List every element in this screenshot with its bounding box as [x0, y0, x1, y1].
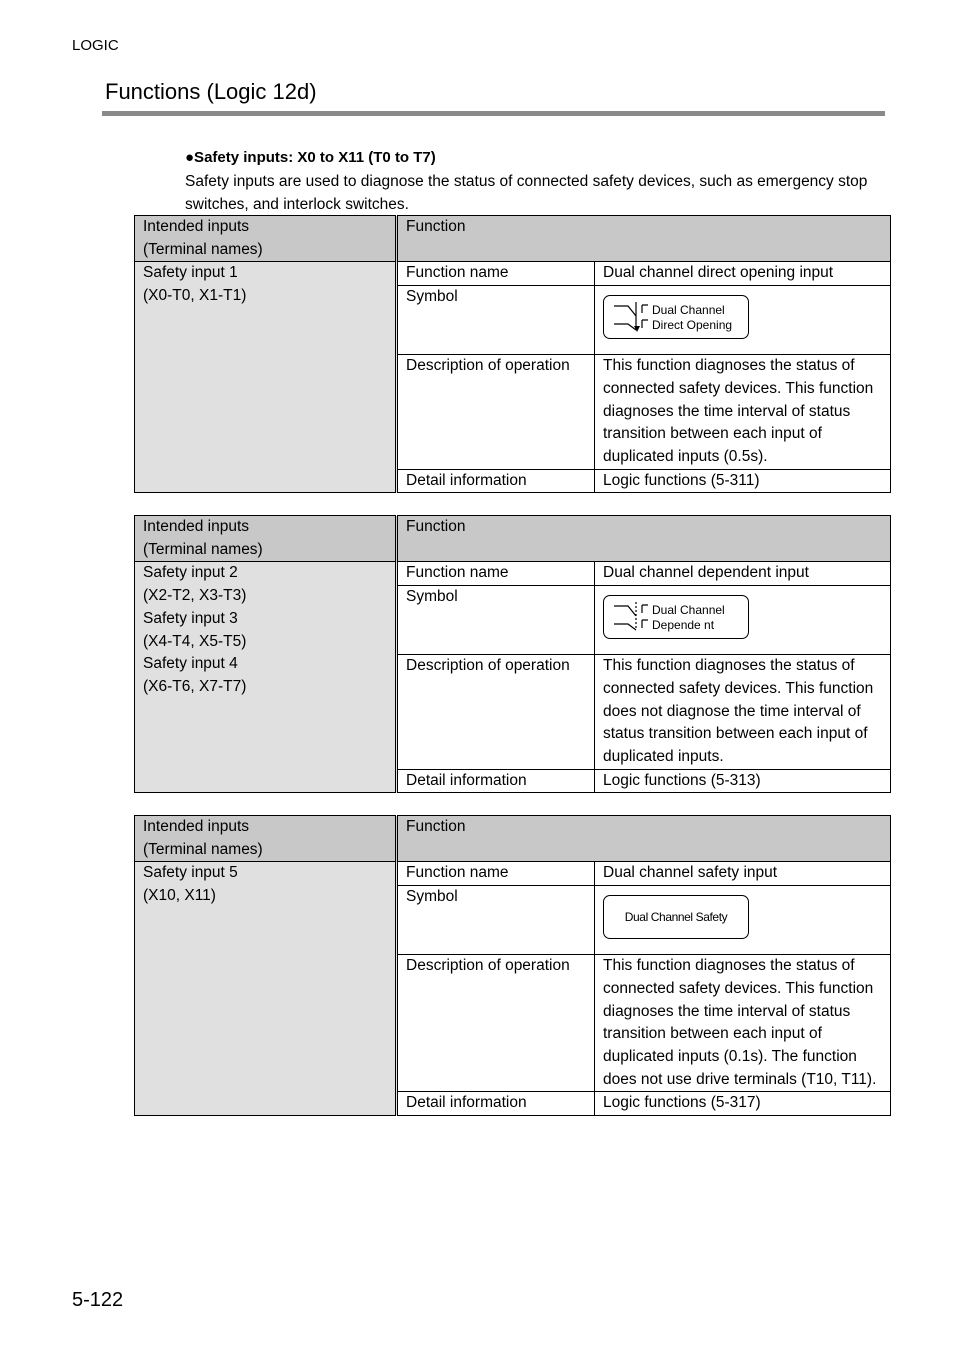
- detail-value: Logic functions (5-311): [595, 469, 891, 493]
- function-name-value: Dual channel dependent input: [595, 562, 891, 586]
- table-header-row: [135, 816, 891, 862]
- detail-label: Detail information: [397, 769, 595, 793]
- dual-channel-direct-opening-icon: Dual Channel Direct Opening: [603, 295, 749, 339]
- symbol-label: Symbol: [397, 886, 595, 955]
- detail-value: Logic functions (5-317): [595, 1092, 891, 1116]
- symbol-label: Symbol: [397, 286, 595, 355]
- intended-inputs-cell: Safety input 2 (X2-T2, X3-T3) Safety input 3 (X4-T4, X5-T5) Safety input 4 (X6-T6, X7-T7): [135, 562, 397, 793]
- section-description: Safety inputs are used to diagnose the status of connected safety devices, such as emergency stop switches, and interlock switches.: [185, 173, 868, 213]
- description-value: This function diagnoses the status of connected safety devices. This function diagnoses the time interval of status transition between each input of duplicated inputs (0.5s).: [595, 355, 891, 470]
- title-rule: [102, 111, 885, 116]
- symbol-cell: [595, 586, 891, 655]
- description-label: Description of operation: [397, 355, 595, 470]
- description-value: This function diagnoses the status of connected safety devices. This function diagnoses the time interval of status transition between each input of duplicated inputs (0.1s). The function does not use drive terminals (T10, T11).: [595, 955, 891, 1092]
- description-label: Description of operation: [397, 955, 595, 1092]
- safety-input-table-1: [134, 215, 891, 493]
- intended-inputs-header: Intended inputs (Terminal names): [135, 216, 397, 262]
- function-name-label: Function name: [397, 262, 595, 286]
- table-header-row: [135, 216, 891, 262]
- table-header-row: [135, 516, 891, 562]
- detail-value: Logic functions (5-313): [595, 769, 891, 793]
- symbol-cell: [595, 286, 891, 355]
- intended-inputs-cell: Safety input 5 (X10, X11): [135, 862, 397, 1116]
- description-value: This function diagnoses the status of connected safety devices. This function does not diagnose the time interval of status transition between each input of duplicated inputs.: [595, 655, 891, 770]
- function-header: Function: [397, 816, 891, 862]
- safety-input-table-2: [134, 515, 891, 793]
- symbol-label: Symbol: [397, 586, 595, 655]
- symbol-cell: [595, 886, 891, 955]
- page-number: 5-122: [72, 1289, 124, 1311]
- safety-input-table-3: [134, 815, 891, 1116]
- function-name-label: Function name: [397, 562, 595, 586]
- detail-label: Detail information: [397, 469, 595, 493]
- intended-inputs-header: Intended inputs (Terminal names): [135, 816, 397, 862]
- section-heading: ●Safety inputs: X0 to X11 (T0 to T7): [185, 149, 436, 166]
- detail-label: Detail information: [397, 1092, 595, 1116]
- intended-inputs-cell: Safety input 1 (X0-T0, X1-T1): [135, 262, 397, 493]
- intended-inputs-header: Intended inputs (Terminal names): [135, 516, 397, 562]
- function-name-value: Dual channel safety input: [595, 862, 891, 886]
- function-header: Function: [397, 216, 891, 262]
- dual-channel-dependent-icon: Dual Channel Depende nt: [603, 595, 749, 639]
- function-header: Function: [397, 516, 891, 562]
- page-title: Functions (Logic 12d): [105, 79, 317, 104]
- table-row: [135, 862, 891, 886]
- table-row: [135, 262, 891, 286]
- function-name-label: Function name: [397, 862, 595, 886]
- dual-channel-safety-icon: Dual Channel Safety: [603, 895, 749, 939]
- section-label: LOGIC: [72, 37, 119, 54]
- description-label: Description of operation: [397, 655, 595, 770]
- table-row: [135, 562, 891, 586]
- function-name-value: Dual channel direct opening input: [595, 262, 891, 286]
